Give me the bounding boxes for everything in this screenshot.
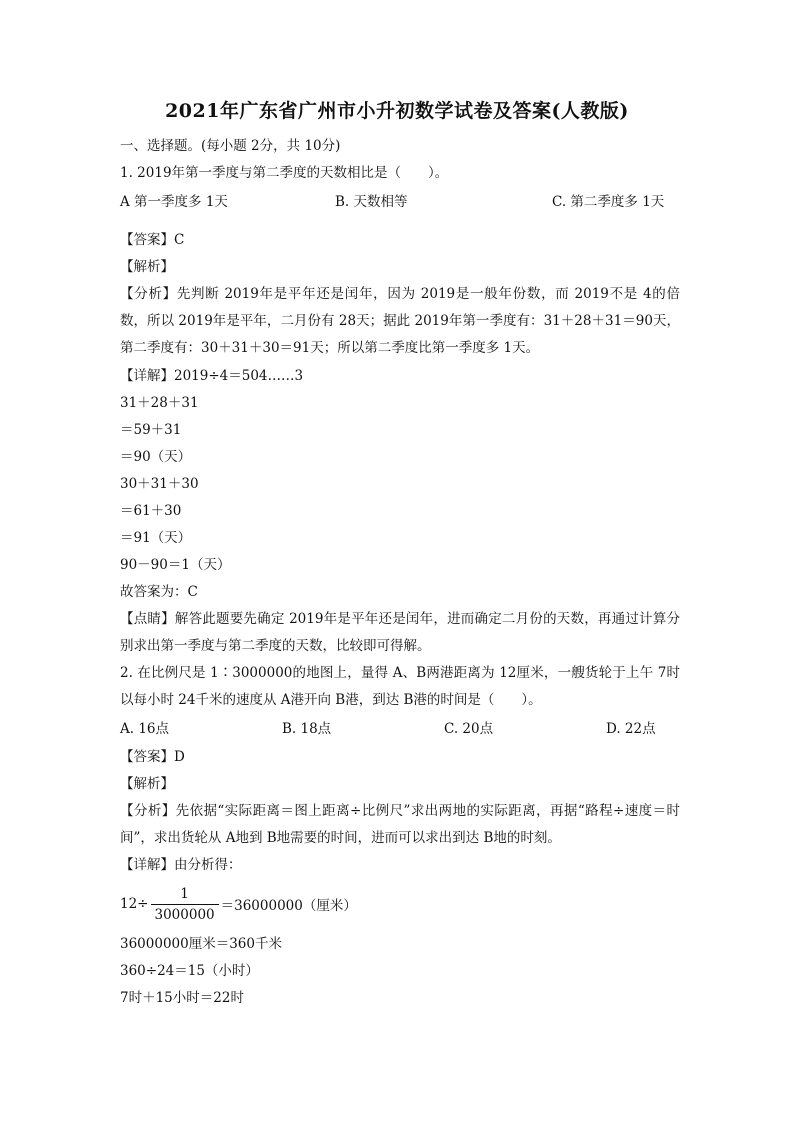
q2-step: 7时＋15小时＝22时 <box>120 990 244 1006</box>
q1-detail-line: ＝59＋31 <box>120 422 182 438</box>
q1-detail-line: 90－90＝1（天） <box>120 557 231 573</box>
q1-final-answer: 故答案为：C <box>120 584 198 600</box>
q1-comment: 【点睛】解答此题要先确定 2019年是平年还是闰年，进而确定二月份的天数，再通过计算分别求出第一季度与第二季度的天数，比较即可得解。 <box>120 611 680 654</box>
fraction <box>151 886 219 923</box>
q1-detail-line: 30＋31＋30 <box>120 476 199 492</box>
question-2-text: 2. 在比例尺是 1∶3000000的地图上，量得 A、B两港距离为 12厘米，一艘货轮于上午 7时以每小时 24千米的速度从 A港开向 B港，到达 B港的时间是（ ）。 <box>120 665 680 708</box>
fraction-denominator: 3000000 <box>151 904 219 923</box>
q1-detail-line: 31＋28＋31 <box>120 395 199 411</box>
q1-detail-line: ＝90（天） <box>120 449 192 465</box>
q1-detail-line: ＝61＋30 <box>120 503 182 519</box>
q1-answer: 【答案】C <box>120 232 185 248</box>
question-1-text: 1. 2019年第一季度与第二季度的天数相比是（ ）。 <box>120 165 449 181</box>
fraction-result: ＝36000000（厘米） <box>220 898 357 914</box>
q2-fraction-equation <box>120 884 357 924</box>
q1-analysis-label: 【解析】 <box>120 259 174 275</box>
q1-option-c: C. 第二季度多 1天 <box>552 194 665 210</box>
q2-detail-head: 【详解】由分析得： <box>120 857 242 873</box>
q2-step: 36000000厘米＝360千米 <box>120 936 282 952</box>
q2-analysis: 【分析】先依据“实际距离＝图上距离÷比例尺”求出两地的实际距离，再据“路程÷速度＝时间”，求出货轮从 A地到 B地需要的时间，进而可以求出到达 B地的时刻。 <box>120 803 680 846</box>
q2-option-a: A. 16点 <box>120 721 170 737</box>
q2-option-d: D. 22点 <box>606 721 656 737</box>
q2-step: 360÷24＝15（小时） <box>120 963 259 979</box>
q1-option-a: A 第一季度多 1天 <box>120 194 228 210</box>
section-heading: 一、选择题。(每小题 2分，共 10分) <box>120 138 341 154</box>
fraction-prefix: 12÷ <box>120 896 149 912</box>
q1-option-b: B. 天数相等 <box>335 194 408 210</box>
q1-detail-line: ＝91（天） <box>120 530 192 546</box>
q1-detail-line: 【详解】2019÷4＝504……3 <box>120 368 304 384</box>
page-title: 2021年广东省广州市小升初数学试卷及答案(人教版) <box>165 100 629 122</box>
fraction-numerator: 1 <box>180 885 189 902</box>
q2-option-b: B. 18点 <box>282 721 332 737</box>
q2-option-c: C. 20点 <box>444 721 494 737</box>
q2-analysis-label: 【解析】 <box>120 776 174 792</box>
q1-analysis: 【分析】先判断 2019年是平年还是闰年，因为 2019是一般年份数，而 2019不是 4的倍数，所以 2019年是平年，二月份有 28天；据此 2019年第一季度有：31＋28＋31＝90天，第二季度有：30＋31＋30＝91天；所以第二季度比第一季度多 1天。 <box>120 286 680 356</box>
q2-answer: 【答案】D <box>120 749 185 765</box>
